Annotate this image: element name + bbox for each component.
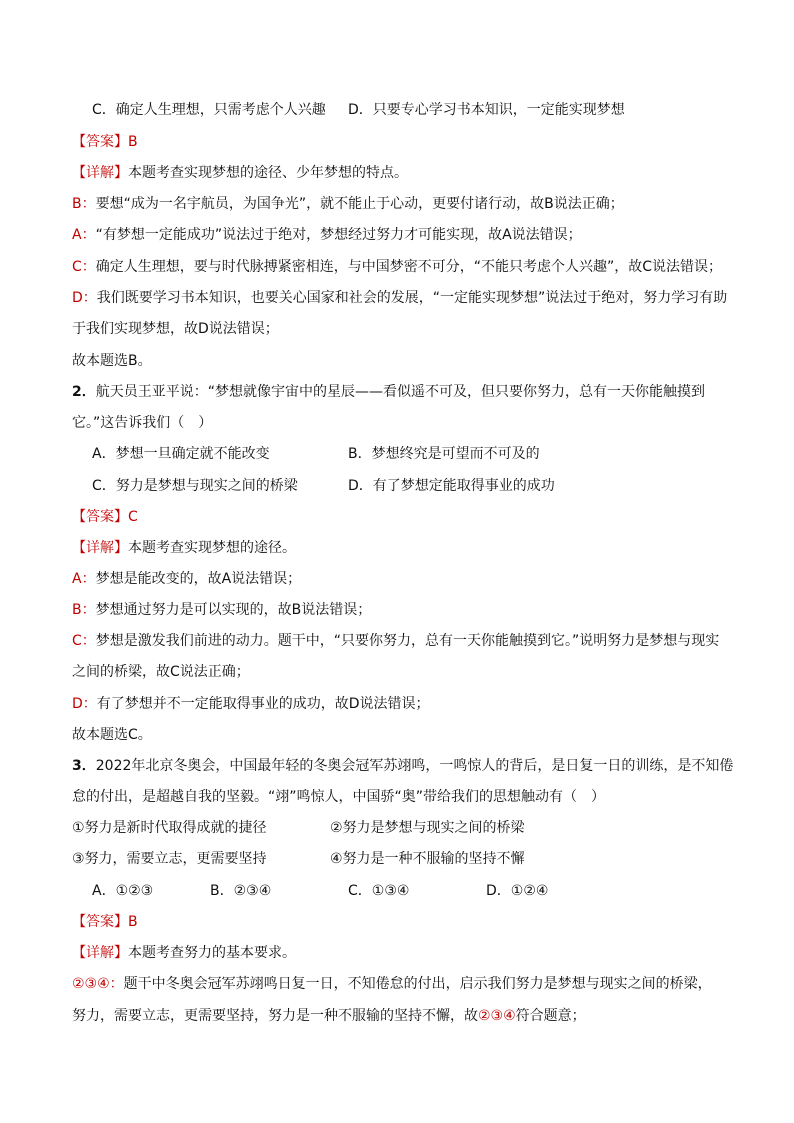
analysis-text: 梦想是能改变的，故A说法错误； xyxy=(95,571,302,587)
analysis-label: A： xyxy=(72,571,96,587)
q3-stem xyxy=(72,755,734,777)
answer-value: B xyxy=(128,914,138,930)
q3-statement-4: ④努力是一种不服输的坚持不懈 xyxy=(330,851,525,867)
q1-option-c: C．确定人生理想，只需考虑个人兴趣 xyxy=(92,102,326,118)
analysis-label: D： xyxy=(72,290,97,306)
q2-option-b: B．梦想终究是可望而不可及的 xyxy=(348,446,540,462)
detail-intro: 本题考查实现梦想的途径、少年梦想的特点。 xyxy=(128,165,408,181)
q1-analysis-a xyxy=(72,224,724,246)
q3-analysis-cont xyxy=(72,1005,724,1027)
detail-label: 【详解】 xyxy=(72,540,128,556)
q2-analysis-c-cont: 之间的桥梁，故C说法正确； xyxy=(72,664,250,680)
q2-option-d: D．有了梦想定能取得事业的成功 xyxy=(348,478,555,494)
q3-statement-2: ②努力是梦想与现实之间的桥梁 xyxy=(330,820,525,836)
analysis-label: A： xyxy=(72,227,96,243)
analysis-text: 梦想通过努力是可以实现的，故B说法错误； xyxy=(95,602,372,618)
q3-answer-line xyxy=(72,911,724,933)
analysis-text: 确定人生理想，要与时代脉搏紧密相连，与中国梦密不可分，“不能只考虑个人兴趣”，故C说法错误； xyxy=(95,259,723,275)
q1-conclusion: 故本题选B。 xyxy=(72,353,152,369)
q2-conclusion: 故本题选C。 xyxy=(72,727,152,743)
q3-option-d: D．①②④ xyxy=(486,883,549,899)
answer-label: 【答案】 xyxy=(72,914,128,930)
analysis-text: 梦想是激发我们前进的动力。题干中，“只要你努力，总有一天你能触摸到它。”说明努力是梦想与现实 xyxy=(95,633,720,649)
q2-answer-line xyxy=(72,506,724,528)
q2-stem xyxy=(72,381,724,403)
detail-label: 【详解】 xyxy=(72,945,128,961)
q1-analysis-b xyxy=(72,193,724,215)
analysis-label: C： xyxy=(72,633,96,649)
q2-analysis-b xyxy=(72,599,724,621)
q3-option-b: B．②③④ xyxy=(210,883,272,899)
q1-option-d: D．只要专心学习书本知识，一定能实现梦想 xyxy=(348,102,625,118)
q1-detail-line xyxy=(72,162,724,184)
analysis-text: “有梦想一定能成功”说法过于绝对，梦想经过努力才可能实现，故A说法错误； xyxy=(95,227,582,243)
analysis-label: C： xyxy=(72,259,96,275)
q2-analysis-d xyxy=(72,693,724,715)
q2-analysis-c xyxy=(72,630,724,652)
analysis-text: 要想“成为一名宇航员，为国争光”，就不能止于心动，更要付诸行动，故B说法正确； xyxy=(95,196,624,212)
analysis-text: 符合题意； xyxy=(515,1008,586,1024)
analysis-text: 题干中冬奥会冠军苏翊鸣日复一日，不知倦怠的付出，启示我们努力是梦想与现实之间的桥梁， xyxy=(123,976,712,992)
q3-stem-cont: 怠的付出，是超越自我的坚毅。“翊”鸣惊人，中国骄“奥”带给我们的思想触动有（ ） xyxy=(72,789,606,805)
analysis-text: 努力，需要立志，更需要坚持，努力是一种不服输的坚持不懈，故 xyxy=(72,1008,478,1024)
q3-detail-line xyxy=(72,942,724,964)
question-number: 2． xyxy=(72,384,96,400)
detail-label: 【详解】 xyxy=(72,165,128,181)
q2-stem-cont: 它。”这告诉我们（ ） xyxy=(72,415,213,431)
q2-option-c: C．努力是梦想与现实之间的桥梁 xyxy=(92,478,298,494)
q1-analysis-c xyxy=(72,256,724,278)
q3-analysis xyxy=(72,973,724,995)
analysis-text: 我们既要学习书本知识，也要关心国家和社会的发展，“一定能实现梦想”说法过于绝对，努力学习有助 xyxy=(96,290,728,306)
q2-detail-line xyxy=(72,537,724,559)
detail-intro: 本题考查实现梦想的途径。 xyxy=(128,540,296,556)
analysis-label: D： xyxy=(72,696,97,712)
q1-analysis-d-cont: 于我们实现梦想，故D说法错误； xyxy=(72,321,279,337)
answer-label: 【答案】 xyxy=(72,134,128,150)
question-stem: 2022年北京冬奥会，中国最年轻的冬奥会冠军苏翊鸣，一鸣惊人的背后，是日复一日的训练，是不知倦 xyxy=(95,758,734,774)
answer-label: 【答案】 xyxy=(72,509,128,525)
q2-analysis-a xyxy=(72,568,724,590)
q3-statement-3: ③努力，需要立志，更需要坚持 xyxy=(72,851,267,867)
q3-statement-1: ①努力是新时代取得成就的捷径 xyxy=(72,820,267,836)
detail-intro: 本题考查努力的基本要求。 xyxy=(128,945,296,961)
q3-option-a: A．①②③ xyxy=(92,883,154,899)
analysis-highlight: ②③④ xyxy=(478,1008,516,1024)
analysis-label: ②③④： xyxy=(72,976,124,992)
q1-analysis-d xyxy=(72,287,728,309)
q3-option-c: C．①③④ xyxy=(348,883,410,899)
question-stem: 航天员王亚平说：“梦想就像宇宙中的星辰——看似遥不可及，但只要你努力，总有一天你能触摸到 xyxy=(95,384,706,400)
analysis-text: 有了梦想并不一定能取得事业的成功，故D说法错误； xyxy=(96,696,430,712)
answer-value: C xyxy=(128,509,138,525)
analysis-label: B： xyxy=(72,602,96,618)
question-number: 3． xyxy=(72,758,96,774)
answer-value: B xyxy=(128,134,138,150)
q2-option-a: A．梦想一旦确定就不能改变 xyxy=(92,446,270,462)
analysis-label: B： xyxy=(72,196,96,212)
q1-answer-line xyxy=(72,131,724,153)
